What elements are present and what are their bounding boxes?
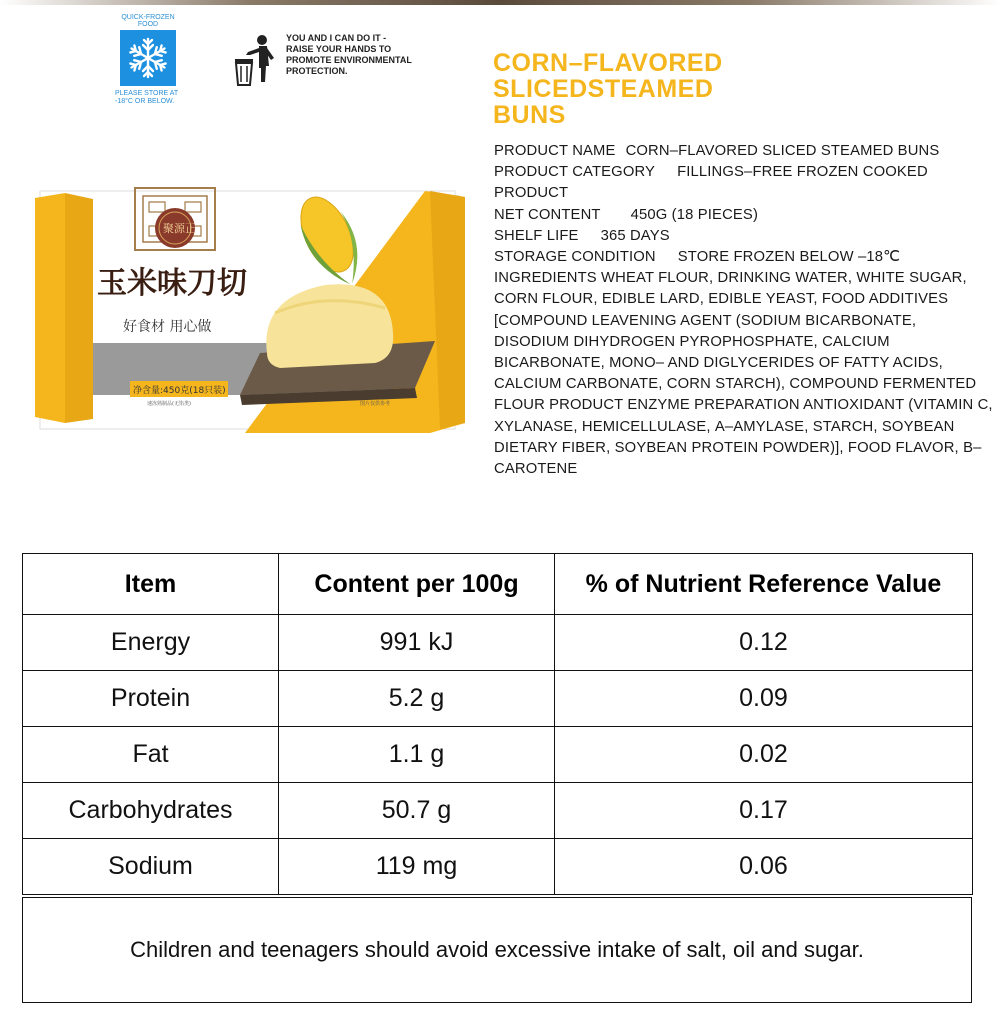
table-row [23, 783, 973, 839]
package-product-name: 玉米味刀切 [97, 266, 247, 301]
product-info [494, 141, 994, 480]
package-image-reference-note: 图片仅供参考 [360, 401, 391, 407]
freeze-badge [115, 14, 181, 106]
nutrient-name: Energy [23, 615, 279, 671]
nutrient-name: Protein [23, 671, 279, 727]
nutrient-content: 50.7 g [279, 783, 555, 839]
snowflake-icon [120, 30, 176, 86]
nutrition-advice-note: Children and teenagers should avoid excessive intake of salt, oil and sugar. [22, 897, 972, 1003]
field-value: FILLINGS–FREE FROZEN COOKED PRODUCT [494, 164, 928, 202]
nutrient-name: Carbohydrates [23, 783, 279, 839]
nutrient-name: Fat [23, 727, 279, 783]
nutrient-content: 119 mg [279, 839, 555, 895]
field-value: WHEAT FLOUR, DRINKING WATER, WHITE SUGAR, CORN FLOUR, EDIBLE LARD, EDIBLE YEAST, FOOD ADDITIVES [COMPOUND LEAVENING AGENT (SODIUM BICARBONATE, DISODIUM DIHYDROGEN PYROPHOSPHATE, CALCIUM BICARBONATE, MONO– AND DIGLYCERIDES OF FATTY ACIDS, CALCIUM CARBONATE, CORN STARCH), COMPOUND FERMENTED FLOUR PRODUCT ENZYME PREPARATION ANTIOXIDANT (VITAMIN C, XYLANASE, HEMICELLULASE, Α–AMYLASE, STARCH, SOYBEAN DIETARY FIBER, SOYBEAN PROTEIN POWDER)], FOOD FLAVOR, Β–CAROTENE [494, 270, 993, 478]
nutrient-content: 5.2 g [279, 671, 555, 727]
nutrient-nrv: 0.12 [555, 615, 973, 671]
table-header-row [23, 554, 973, 615]
field-label: PRODUCT CATEGORY [494, 164, 656, 181]
product-name-row [494, 141, 994, 162]
table-row [23, 839, 973, 895]
field-label: NET CONTENT [494, 206, 601, 223]
nutrient-nrv: 0.06 [555, 839, 973, 895]
package-net-content: 净含量:450克(18只装) [133, 386, 226, 396]
freeze-badge-bottom-text: PLEASE STORE AT -18°C OR BELOW. [115, 90, 179, 105]
storage-condition-row [494, 247, 994, 268]
field-label: PRODUCT NAME [494, 143, 616, 159]
nutrient-content: 991 kJ [279, 615, 555, 671]
field-label: INGREDIENTS [494, 270, 597, 287]
top-divider [0, 0, 1000, 5]
nutrient-nrv: 0.17 [555, 783, 973, 839]
field-value: STORE FROZEN BELOW –18℃ [677, 249, 900, 266]
package-brand: 聚源正 [163, 222, 196, 235]
trash-bin-person-icon [232, 30, 278, 95]
column-header-content: Content per 100g [279, 554, 555, 615]
column-header-nrv: % of Nutrient Reference Value [555, 554, 973, 615]
field-label: STORAGE CONDITION [494, 249, 656, 266]
package-subtitle: 速冻熟制品(无馅类) [147, 401, 191, 407]
product-package-image [35, 183, 465, 438]
field-value: CORN–FLAVORED SLICED STEAMED BUNS [625, 143, 940, 159]
field-label: SHELF LIFE [494, 227, 579, 244]
freeze-badge-top-text: QUICK-FROZEN FOOD [121, 14, 175, 28]
field-value: 365 DAYS [600, 227, 670, 244]
shelf-life-row [494, 226, 994, 247]
column-header-item: Item [23, 554, 279, 615]
package-slogan: 好食材 用心做 [123, 319, 212, 335]
net-content-row [494, 205, 994, 226]
table-row [23, 671, 973, 727]
ingredients-row [494, 268, 994, 480]
product-category-row [494, 162, 994, 204]
field-value: 450G (18 PIECES) [630, 206, 759, 223]
recycle-message: YOU AND I CAN DO IT - RAISE YOUR HANDS TO PROMOTE ENVIRONMENTAL PROTECTION. [286, 33, 412, 76]
nutrient-nrv: 0.09 [555, 671, 973, 727]
table-row [23, 615, 973, 671]
nutrient-content: 1.1 g [279, 727, 555, 783]
nutrient-nrv: 0.02 [555, 727, 973, 783]
product-title: CORN–FLAVORED SLICEDSTEAMED BUNS [493, 49, 723, 129]
table-row [23, 727, 973, 783]
nutrient-name: Sodium [23, 839, 279, 895]
nutrition-table [22, 553, 973, 895]
